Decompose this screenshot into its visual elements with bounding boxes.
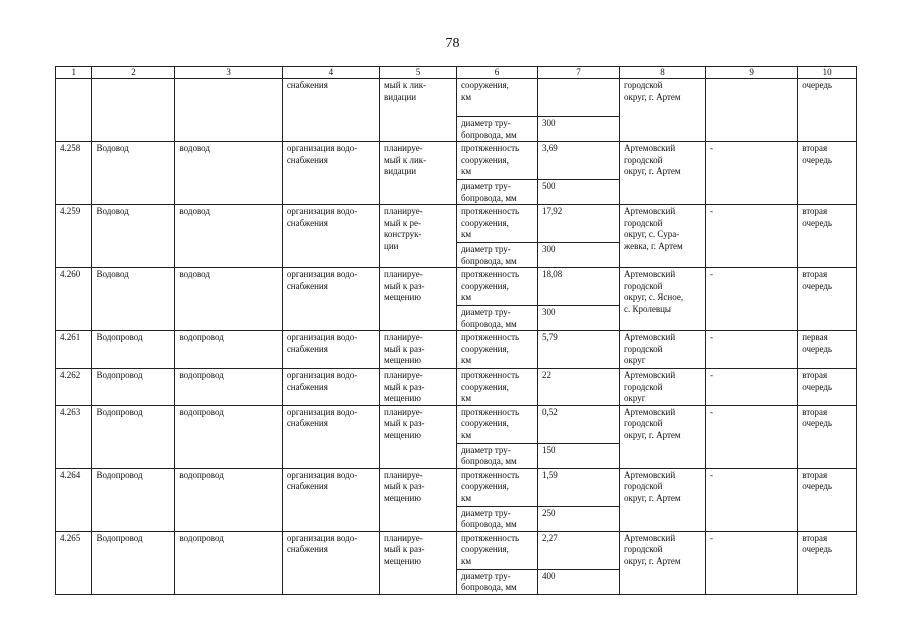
object-purpose: организация водо- снабжения [282,405,379,468]
object-name: Водовод [92,142,175,205]
characteristic-label: протяженность сооружения, км [456,468,537,506]
object-purpose: организация водо- снабжения [282,205,379,268]
characteristic-value: 1,59 [537,468,619,506]
characteristic-label: протяженность сооружения, км [456,331,537,369]
characteristic-label: протяженность сооружения, км [456,531,537,569]
table-row [56,405,857,443]
table-row [56,142,857,180]
object-type: водопровод [175,369,282,406]
column-number: 5 [380,67,457,79]
characteristic-value: 18,08 [537,268,619,306]
row-number: 4.262 [56,369,92,406]
object-type [175,79,282,142]
characteristic-value: 250 [537,506,619,531]
object-type: водовод [175,268,282,331]
characteristic-label: диаметр тру- бопровода, мм [456,243,537,268]
object-purpose: организация водо- снабжения [282,331,379,369]
zone-value: - [706,369,798,406]
characteristic-value: 300 [537,306,619,331]
characteristic-value: 400 [537,569,619,594]
object-purpose: организация водо- снабжения [282,142,379,205]
characteristic-label: диаметр тру- бопровода, мм [456,569,537,594]
row-number [56,79,92,142]
priority-value: вторая очередь [798,369,857,406]
characteristic-value: 17,92 [537,205,619,243]
object-name: Водопровод [92,468,175,531]
object-name: Водопровод [92,331,175,369]
table-body [56,79,857,595]
object-name: Водопровод [92,531,175,594]
zone-value: - [706,268,798,331]
zone-value: - [706,531,798,594]
object-name: Водовод [92,268,175,331]
characteristic-value [537,79,619,117]
characteristic-value: 3,69 [537,142,619,180]
object-location: городской округ, г. Артем [619,79,705,142]
column-number: 2 [92,67,175,79]
object-name [92,79,175,142]
row-number: 4.261 [56,331,92,369]
row-number: 4.265 [56,531,92,594]
characteristic-value: 300 [537,243,619,268]
characteristic-value: 5,79 [537,331,619,369]
object-type: водовод [175,142,282,205]
object-location: Артемовский городской округ, г. Артем [619,468,705,531]
object-location: Артемовский городской округ, г. Артем [619,405,705,468]
object-purpose: организация водо- снабжения [282,369,379,406]
column-number: 3 [175,67,282,79]
characteristic-label: протяженность сооружения, км [456,268,537,306]
characteristic-label: сооружения, км [456,79,537,117]
object-location: Артемовский городской округ, с. Ясное, с. Кролевцы [619,268,705,331]
object-type: водопровод [175,531,282,594]
object-name: Водовод [92,205,175,268]
object-name: Водопровод [92,369,175,406]
object-location: Артемовский городской округ [619,369,705,406]
row-number: 4.259 [56,205,92,268]
table-row [56,205,857,243]
column-number: 4 [282,67,379,79]
column-number: 10 [798,67,857,79]
object-status: планируе- мый к ре- конструк- ции [380,205,457,268]
object-location: Артемовский городской округ, с. Сура- жевка, г. Артем [619,205,705,268]
zone-value: - [706,331,798,369]
characteristic-label: диаметр тру- бопровода, мм [456,180,537,205]
object-purpose: организация водо- снабжения [282,531,379,594]
priority-value: вторая очередь [798,205,857,268]
priority-value: первая очередь [798,331,857,369]
column-number-row [56,67,857,79]
characteristic-value: 500 [537,180,619,205]
characteristic-label: диаметр тру- бопровода, мм [456,306,537,331]
characteristic-value: 22 [537,369,619,406]
characteristic-value: 150 [537,443,619,468]
table-row [56,79,857,117]
column-number: 6 [456,67,537,79]
priority-value: очередь [798,79,857,142]
object-status: планируе- мый к раз- мещению [380,369,457,406]
zone-value: - [706,468,798,531]
row-number: 4.258 [56,142,92,205]
object-type: водопровод [175,331,282,369]
zone-value: - [706,405,798,468]
object-name: Водопровод [92,405,175,468]
table-row [56,531,857,569]
object-location: Артемовский городской округ [619,331,705,369]
characteristic-value: 300 [537,117,619,142]
table-row [56,268,857,306]
table-row [56,468,857,506]
zone-value: - [706,142,798,205]
characteristic-label: диаметр тру- бопровода, мм [456,117,537,142]
table-row [56,369,857,406]
table-row [56,331,857,369]
column-number: 1 [56,67,92,79]
object-status: планируе- мый к раз- мещению [380,405,457,468]
object-status: планируе- мый к раз- мещению [380,331,457,369]
priority-value: вторая очередь [798,405,857,468]
characteristic-label: протяженность сооружения, км [456,205,537,243]
object-location: Артемовский городской округ, г. Артем [619,531,705,594]
object-location: Артемовский городской округ, г. Артем [619,142,705,205]
characteristic-value: 2,27 [537,531,619,569]
row-number: 4.264 [56,468,92,531]
page-number: 78 [445,36,460,51]
object-type: водопровод [175,405,282,468]
characteristic-label: диаметр тру- бопровода, мм [456,443,537,468]
column-number: 7 [537,67,619,79]
object-status: планируе- мый к раз- мещению [380,268,457,331]
characteristic-label: протяженность сооружения, км [456,405,537,443]
zone-value: - [706,205,798,268]
object-purpose: организация водо- снабжения [282,468,379,531]
row-number: 4.263 [56,405,92,468]
characteristic-label: протяженность сооружения, км [456,369,537,406]
characteristic-label: диаметр тру- бопровода, мм [456,506,537,531]
priority-value: вторая очередь [798,142,857,205]
object-status: планируе- мый к раз- мещению [380,468,457,531]
priority-value: вторая очередь [798,468,857,531]
object-status: планируе- мый к лик- видации [380,142,457,205]
object-type: водовод [175,205,282,268]
priority-value: вторая очередь [798,268,857,331]
characteristic-value: 0,52 [537,405,619,443]
object-purpose: снабжения [282,79,379,142]
register-table [55,66,857,595]
column-number: 8 [619,67,705,79]
priority-value: вторая очередь [798,531,857,594]
characteristic-label: протяженность сооружения, км [456,142,537,180]
column-number: 9 [706,67,798,79]
object-type: водопровод [175,468,282,531]
row-number: 4.260 [56,268,92,331]
object-status: мый к лик- видации [380,79,457,142]
object-purpose: организация водо- снабжения [282,268,379,331]
object-status: планируе- мый к раз- мещению [380,531,457,594]
zone-value [706,79,798,142]
